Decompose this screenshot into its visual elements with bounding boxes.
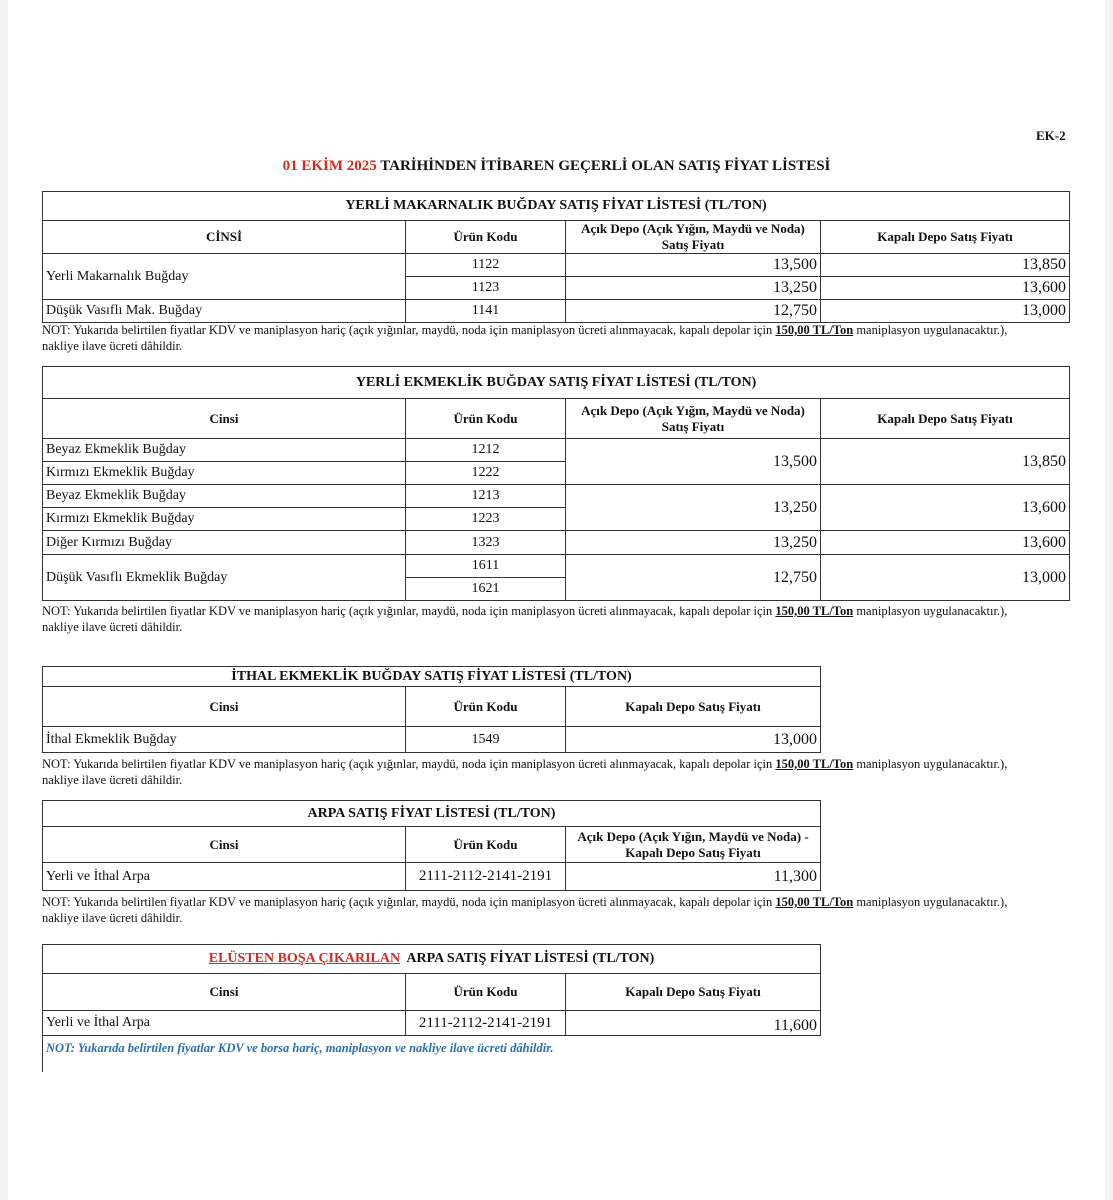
note bbox=[42, 322, 1069, 354]
table-row bbox=[43, 1011, 821, 1036]
table-imported-wheat bbox=[42, 666, 821, 753]
cell: 1123 bbox=[406, 277, 566, 300]
note-text: maniplasyon uygulanacaktır.), bbox=[853, 757, 1008, 771]
cell: 13,500 bbox=[566, 439, 821, 485]
cell: 2111-2112-2141-2191 bbox=[406, 1011, 566, 1036]
cell: 13,000 bbox=[821, 300, 1070, 323]
cell: 13,600 bbox=[821, 277, 1070, 300]
table-title bbox=[43, 945, 821, 974]
cell: 11,300 bbox=[566, 863, 821, 891]
col-header: Ürün Kodu bbox=[406, 687, 566, 727]
cell: 12,750 bbox=[566, 555, 821, 601]
note-text: nakliye ilave ücreti dâhildir. bbox=[42, 773, 183, 787]
cell: Beyaz Ekmeklik Buğday bbox=[43, 439, 406, 462]
cell: 13,850 bbox=[821, 254, 1070, 277]
col-header: Ürün Kodu bbox=[406, 221, 566, 254]
col-header: Kapalı Depo Satış Fiyatı bbox=[821, 221, 1070, 254]
page-title bbox=[0, 158, 1113, 175]
col-header: Cinsi bbox=[43, 827, 406, 863]
note-text: NOT: Yukarıda belirtilen fiyatlar KDV ve maniplasyon hariç (açık yığınlar, maydü, noda için maniplasyon ücreti alınmayacak, kapalı depolar için bbox=[42, 323, 776, 337]
note-text: maniplasyon uygulanacaktır.), bbox=[853, 895, 1008, 909]
col-header: Kapalı Depo Satış Fiyatı bbox=[566, 974, 821, 1011]
note-text: maniplasyon uygulanacaktır.), bbox=[853, 604, 1008, 618]
table-durum-wheat bbox=[42, 191, 1070, 323]
cell: 1223 bbox=[406, 508, 566, 531]
divider bbox=[42, 1035, 43, 1072]
note bbox=[42, 756, 1069, 788]
table-row bbox=[43, 531, 1070, 555]
cell: 13,000 bbox=[566, 727, 821, 753]
note-text: nakliye ilave ücreti dâhildir. bbox=[42, 911, 183, 925]
table-row bbox=[43, 254, 1070, 277]
title-highlight: ELÜSTEN BOŞA ÇIKARILAN bbox=[208, 951, 401, 966]
note bbox=[42, 603, 1069, 635]
cell: Kırmızı Ekmeklik Buğday bbox=[43, 462, 406, 485]
cell: 1323 bbox=[406, 531, 566, 555]
cell: Düşük Vasıflı Ekmeklik Buğday bbox=[43, 555, 406, 601]
table-title: İTHAL EKMEKLİK BUĞDAY SATIŞ FİYAT LİSTESİ (TL/TON) bbox=[43, 667, 821, 687]
note-emphasis: 150,00 TL/Ton bbox=[775, 323, 854, 337]
cell: Yerli ve İthal Arpa bbox=[43, 863, 406, 891]
note-text: NOT: Yukarıda belirtilen fiyatlar KDV ve maniplasyon hariç (açık yığınlar, maydü, noda için maniplasyon ücreti alınmayacak, kapalı depolar için bbox=[42, 895, 776, 909]
table-row bbox=[43, 727, 821, 753]
cell: 12,750 bbox=[566, 300, 821, 323]
table-title: YERLİ EKMEKLİK BUĞDAY SATIŞ FİYAT LİSTESİ (TL/TON) bbox=[43, 367, 1070, 399]
col-header: Açık Depo (Açık Yığın, Maydü ve Noda) Satış Fiyatı bbox=[566, 221, 821, 254]
table-barley bbox=[42, 800, 821, 891]
cell: Beyaz Ekmeklik Buğday bbox=[43, 485, 406, 508]
col-header: Açık Depo (Açık Yığın, Maydü ve Noda) - Kapalı Depo Satış Fiyatı bbox=[566, 827, 821, 863]
cell: Düşük Vasıflı Mak. Buğday bbox=[43, 300, 406, 323]
col-header: Ürün Kodu bbox=[406, 399, 566, 439]
cell: 13,000 bbox=[821, 555, 1070, 601]
cell: 13,250 bbox=[566, 277, 821, 300]
col-header: Ürün Kodu bbox=[406, 974, 566, 1011]
col-header: Açık Depo (Açık Yığın, Maydü ve Noda) Satış Fiyatı bbox=[566, 399, 821, 439]
table-empty-barley bbox=[42, 944, 821, 1036]
cell: 1122 bbox=[406, 254, 566, 277]
table-row bbox=[43, 555, 1070, 578]
table-row bbox=[43, 300, 1070, 323]
table-row bbox=[43, 863, 821, 891]
annex-label: EK-2 bbox=[1036, 128, 1066, 143]
cell: 1141 bbox=[406, 300, 566, 323]
cell: 13,850 bbox=[821, 439, 1070, 485]
cell: İthal Ekmeklik Buğday bbox=[43, 727, 406, 753]
note-text: NOT: Yukarıda belirtilen fiyatlar KDV ve maniplasyon hariç (açık yığınlar, maydü, noda için maniplasyon ücreti alınmayacak, kapalı depolar için bbox=[42, 604, 776, 618]
cell: 1212 bbox=[406, 439, 566, 462]
cell: 1213 bbox=[406, 485, 566, 508]
note-emphasis: 150,00 TL/Ton bbox=[775, 604, 854, 618]
cell: 1222 bbox=[406, 462, 566, 485]
note-text: maniplasyon uygulanacaktır.), bbox=[853, 323, 1008, 337]
cell: 1611 bbox=[406, 555, 566, 578]
col-header: Ürün Kodu bbox=[406, 827, 566, 863]
title-text: ARPA SATIŞ FİYAT LİSTESİ (TL/TON) bbox=[400, 951, 655, 966]
cell: 13,600 bbox=[821, 531, 1070, 555]
table-title: ARPA SATIŞ FİYAT LİSTESİ (TL/TON) bbox=[43, 801, 821, 827]
cell: 11,600 bbox=[566, 1011, 821, 1036]
col-header: Cinsi bbox=[43, 399, 406, 439]
cell: 1621 bbox=[406, 578, 566, 601]
cell: Kırmızı Ekmeklik Buğday bbox=[43, 508, 406, 531]
table-row bbox=[43, 439, 1070, 462]
col-header: Kapalı Depo Satış Fiyatı bbox=[821, 399, 1070, 439]
table-title: YERLİ MAKARNALIK BUĞDAY SATIŞ FİYAT LİSTESİ (TL/TON) bbox=[43, 192, 1070, 221]
cell: Yerli Makarnalık Buğday bbox=[43, 254, 406, 300]
col-header: Kapalı Depo Satış Fiyatı bbox=[566, 687, 821, 727]
title-date: 01 EKİM 2025 bbox=[282, 158, 377, 174]
note-blue: NOT: Yukarıda belirtilen fiyatlar KDV ve borsa hariç, maniplasyon ve nakliye ilave ücreti dâhildir. bbox=[46, 1041, 554, 1055]
cell: 13,600 bbox=[821, 485, 1070, 531]
note-text: nakliye ilave ücreti dâhildir. bbox=[42, 339, 183, 353]
cell: 1549 bbox=[406, 727, 566, 753]
note-text: nakliye ilave ücreti dâhildir. bbox=[42, 620, 183, 634]
col-header: Cinsi bbox=[43, 974, 406, 1011]
note-text: NOT: Yukarıda belirtilen fiyatlar KDV ve maniplasyon hariç (açık yığınlar, maydü, noda için maniplasyon ücreti alınmayacak, kapalı depolar için bbox=[42, 757, 776, 771]
note-emphasis: 150,00 TL/Ton bbox=[775, 757, 854, 771]
cell: 13,500 bbox=[566, 254, 821, 277]
cell: 13,250 bbox=[566, 531, 821, 555]
cell: Diğer Kırmızı Buğday bbox=[43, 531, 406, 555]
col-header: Cinsi bbox=[43, 687, 406, 727]
title-text: TARİHİNDEN İTİBAREN GEÇERLİ OLAN SATIŞ FİYAT LİSTESİ bbox=[376, 158, 831, 174]
table-row bbox=[43, 485, 1070, 508]
note-emphasis: 150,00 TL/Ton bbox=[775, 895, 854, 909]
col-header: CİNSİ bbox=[43, 221, 406, 254]
cell: 13,250 bbox=[566, 485, 821, 531]
note bbox=[42, 894, 1069, 926]
cell: 2111-2112-2141-2191 bbox=[406, 863, 566, 891]
table-bread-wheat bbox=[42, 366, 1070, 601]
cell: Yerli ve İthal Arpa bbox=[43, 1011, 406, 1036]
